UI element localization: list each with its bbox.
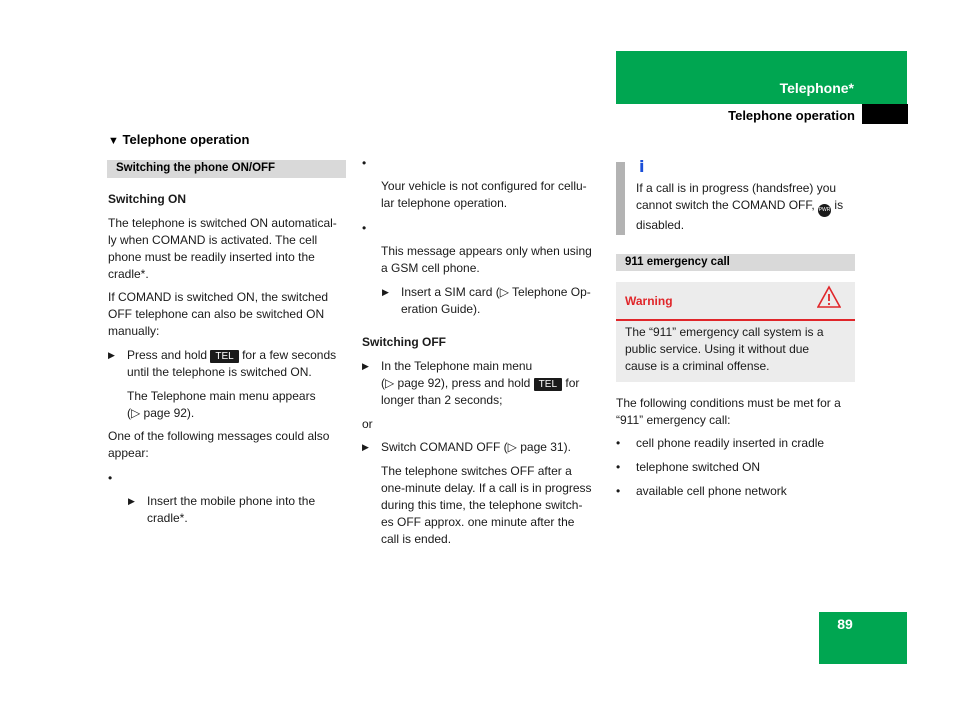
text-line: Your vehicle is not configured for cellu- [381,179,587,193]
step-arrow-icon: ▶ [382,287,389,297]
text-line: The Telephone main menu appears [127,389,316,403]
text-line: public service. Using it without due [625,342,810,356]
bullet-mark: • [616,436,621,450]
text-line: One of the following messages could also [108,429,330,443]
step-arrow-icon: ▶ [128,496,135,506]
text-line: until the telephone is switched ON. [127,365,312,379]
step-arrow-icon: ▶ [108,350,115,360]
chapter-header-block [616,51,907,104]
text-line: longer than 2 seconds; [381,393,503,407]
text-line: The telephone is switched ON automatical- [108,216,337,230]
page-number: 89 [837,616,853,632]
list-item-text: cell phone readily inserted in cradle [636,436,825,450]
text-line: The telephone switches OFF after a [381,464,572,478]
text-line: ly when COMAND is activated. The cell [108,233,318,247]
result-text [127,388,357,422]
text-line: cradle*. [108,267,149,281]
or-text: or [362,417,373,431]
step-arrow-icon: ▶ [362,442,369,452]
text-line: This message appears only when using [381,244,592,258]
warning-triangle-icon [817,285,841,312]
subheading-switching-off: Switching OFF [362,335,446,349]
paragraph [108,289,353,340]
paragraph [108,215,353,283]
text-line [127,347,358,364]
text-line: es OFF approx. one minute after the [381,515,575,529]
text-fragment: for a few seconds [242,348,337,362]
chapter-title: Telephone* [779,80,854,96]
bullet-mark: • [616,460,621,474]
text-line: appear: [108,446,149,460]
text-line [636,197,861,217]
text-line: In the Telephone main menu [381,359,533,373]
text-fragment: cannot switch the COMAND OFF, [636,198,815,212]
instruction-step [362,439,607,456]
instruction-step [128,493,348,527]
list-item-text: telephone switched ON [636,460,761,474]
text-line: lar telephone operation. [381,196,508,210]
bullet-mark: • [108,471,113,485]
result-text [381,463,609,548]
text-line: (▷ page 92). [127,406,195,420]
tel-key-icon: TEL [534,378,562,391]
warning-divider [616,319,855,321]
section-tab-marker [862,104,908,124]
text-line [381,375,607,392]
info-icon: i [639,157,645,176]
text-line: “911” emergency call: [616,413,731,427]
tel-key-icon: TEL [210,350,238,363]
text-line: If a call is in progress (handsfree) you [636,181,837,195]
text-line: cradle*. [147,511,188,525]
warning-text [625,324,853,375]
list-item [616,435,861,452]
text-line: phone must be readily inserted into the [108,250,315,264]
text-line: manually: [108,324,160,338]
text-line: call is ended. [381,532,452,546]
list-item [616,483,861,500]
text-line: during this time, the telephone switch- [381,498,583,512]
text-line: disabled. [636,218,685,232]
instruction-step [108,347,358,381]
subsection-bar: 911 emergency call [616,254,855,271]
note-side-bar [616,162,625,235]
text-line: Switch COMAND OFF (▷ page 31). [381,440,571,454]
note-text [636,180,861,234]
bullet-mark: • [362,221,367,235]
instruction-step [382,284,607,318]
section-subtitle: Telephone operation [728,108,855,123]
message-text [381,178,606,212]
subsection-bar: Switching the phone ON/OFF [107,160,346,178]
text-line: a GSM cell phone. [381,261,480,275]
text-fragment: is [834,198,844,212]
instruction-step [362,358,607,409]
bullet-mark: • [616,484,621,498]
text-line: Insert a SIM card (▷ Telephone Op- [401,285,591,299]
condition-list [616,435,861,500]
text-line: one-minute delay. If a call is in progress [381,481,592,495]
step-arrow-icon: ▶ [362,361,369,371]
text-line: The following conditions must be met for a [616,396,841,410]
section-heading [108,132,249,147]
subheading-switching-on: Switching ON [108,192,186,206]
triangle-icon: ▼ [108,135,119,147]
text-line: cause is a criminal offense. [625,359,770,373]
text-fragment: (▷ page 92), press and hold [381,376,531,390]
text-line: The “911” emergency call system is a [625,325,824,339]
text-line: Insert the mobile phone into the [147,494,316,508]
warning-title: Warning [625,294,673,308]
list-item [616,459,861,476]
section-heading-text: Telephone operation [122,132,250,147]
text-fragment: Press and hold [127,348,208,362]
list-item-text: available cell phone network [636,484,787,498]
text-line: OFF telephone can also be switched ON [108,307,325,321]
paragraph [108,428,353,462]
text-line: If COMAND is switched ON, the switched [108,290,329,304]
paragraph [616,395,866,429]
text-fragment: for [565,376,580,390]
warning-box [616,282,855,382]
bullet-mark: • [362,156,367,170]
power-button-icon: PWR [818,204,831,217]
text-line: eration Guide). [401,302,481,316]
message-text [381,243,606,277]
